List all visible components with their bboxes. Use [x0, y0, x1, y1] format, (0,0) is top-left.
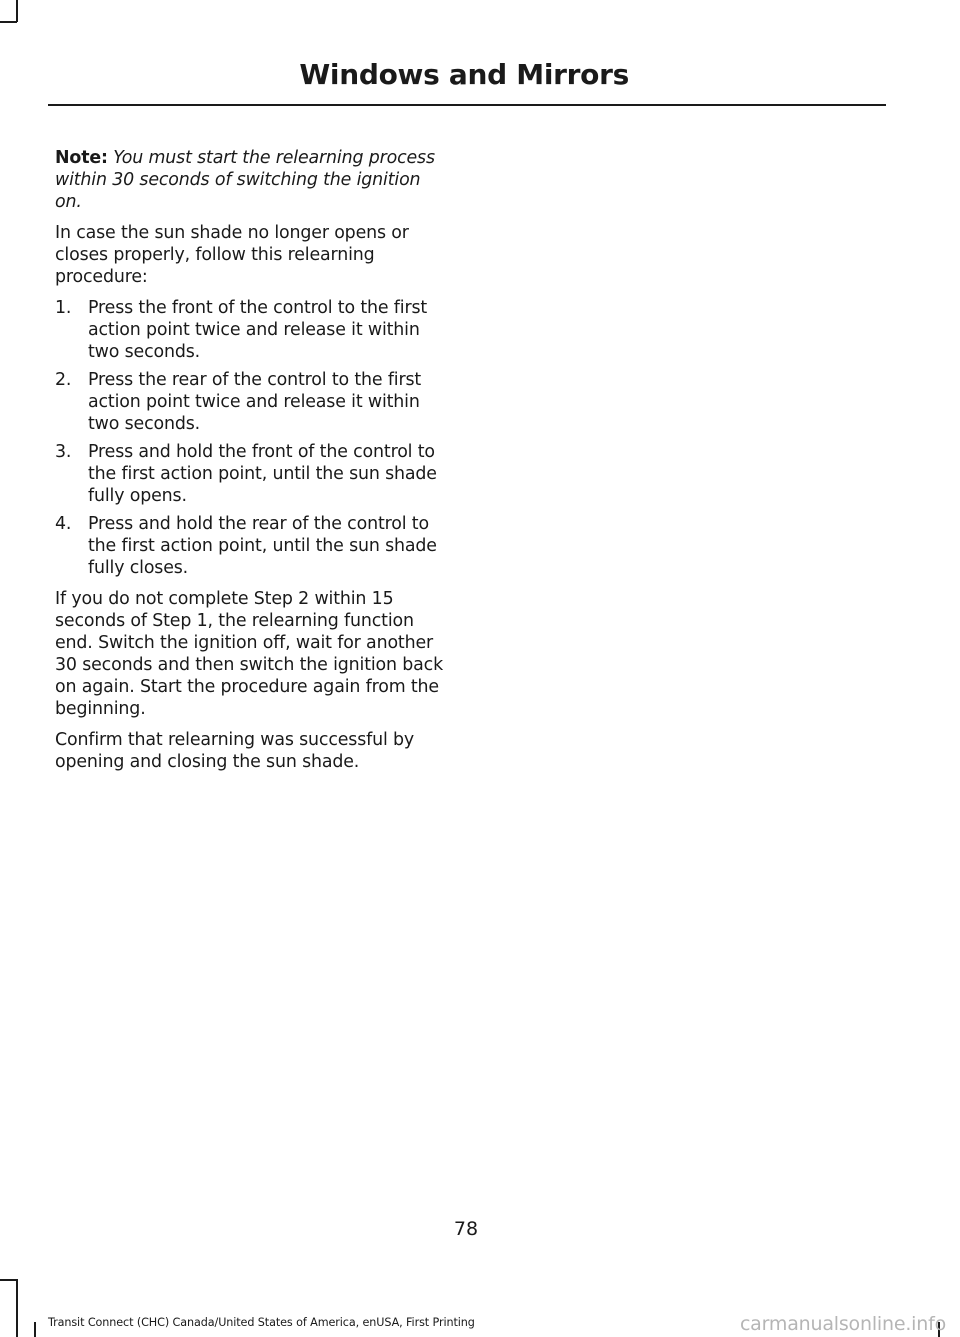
- page-title: Windows and Mirrors: [299, 58, 629, 91]
- step-item: [55, 297, 447, 363]
- page-number: 78: [453, 1218, 479, 1240]
- note-paragraph: [55, 147, 447, 213]
- step-item: [55, 441, 447, 507]
- intro-paragraph: In case the sun shade no longer opens or closes properly, follow this relearning procedure:: [55, 223, 409, 287]
- crop-mark-bottom-left-horizontal: [0, 1279, 17, 1281]
- header-divider: [48, 104, 886, 106]
- main-content: [55, 147, 447, 782]
- step-number: 1.: [55, 298, 72, 318]
- crop-mark-bottom-left-vertical: [16, 1279, 18, 1337]
- step-text: Press the rear of the control to the first action point twice and release it within two seconds.: [88, 370, 422, 434]
- step-text: Press the front of the control to the first action point twice and release it within two seconds.: [88, 298, 428, 362]
- note-label: Note:: [55, 148, 108, 168]
- step-number: 3.: [55, 442, 72, 462]
- step-number: 4.: [55, 514, 72, 534]
- step-text: Press and hold the rear of the control to the first action point, until the sun shade fully closes.: [88, 514, 437, 578]
- confirm-paragraph: Confirm that relearning was successful by opening and closing the sun shade.: [55, 730, 415, 772]
- step-item: [55, 369, 447, 435]
- footer-print-info: Transit Connect (CHC) Canada/United States of America, enUSA, First Printing: [48, 1316, 475, 1329]
- step-number: 2.: [55, 370, 72, 390]
- crop-mark-top-left-vertical: [16, 0, 18, 22]
- step-text: Press and hold the front of the control to the first action point, until the sun shade fully opens.: [88, 442, 437, 506]
- crop-mark-bottom-center-left: [34, 1322, 36, 1337]
- step-item: [55, 513, 447, 579]
- watermark: carmanualsonline.info: [739, 1313, 946, 1335]
- note-text: You must start the relearning process within 30 seconds of switching the ignition on.: [55, 148, 435, 212]
- failure-paragraph: If you do not complete Step 2 within 15 seconds of Step 1, the relearning function end. Switch the ignition off, wait for another 30 seconds and then switch the ignition back on again. Start the procedure again from the beginning.: [55, 589, 444, 719]
- crop-mark-top-left-horizontal: [0, 21, 17, 23]
- procedure-steps: [55, 297, 447, 579]
